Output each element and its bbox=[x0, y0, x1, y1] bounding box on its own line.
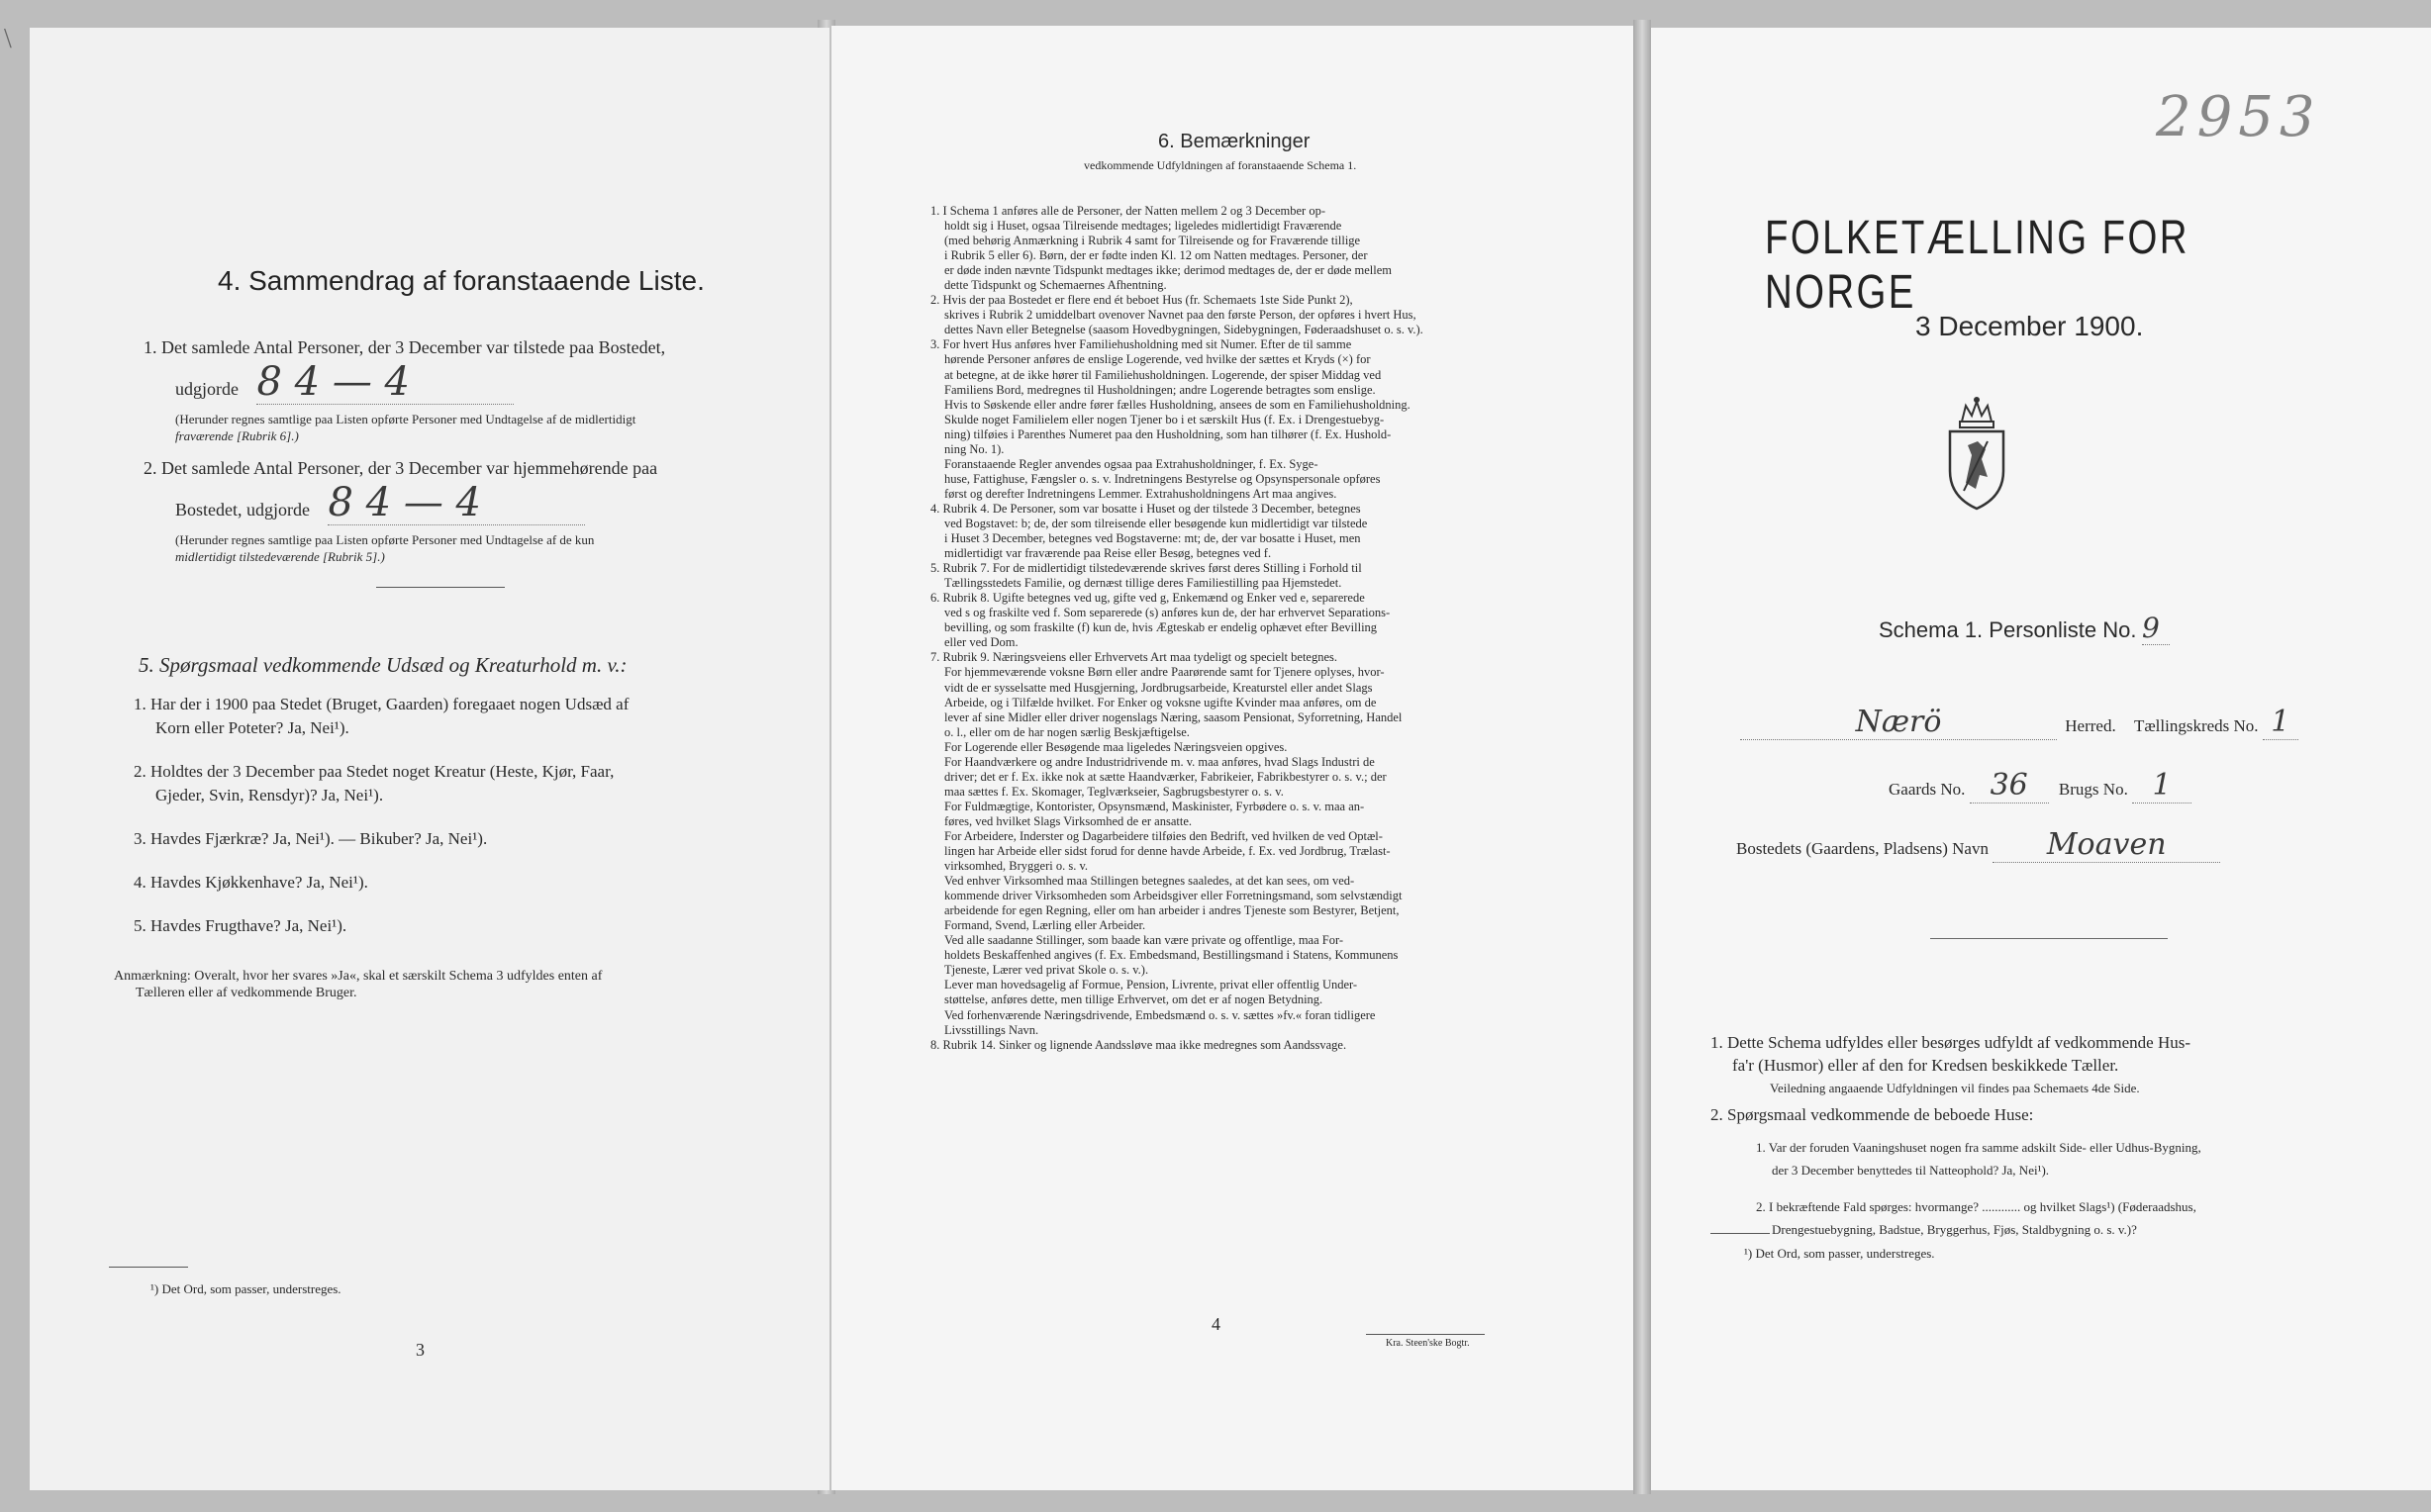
bosted-label: Bostedets (Gaardens, Pladsens) Navn bbox=[1736, 839, 1989, 858]
question-2-line1: 2. Holdtes der 3 December paa Stedet noget Kreatur (Heste, Kjør, Faar, bbox=[134, 762, 615, 781]
bosted-line bbox=[1736, 827, 2220, 863]
remarks-line: Tællingsstedets Familie, og dernæst tillige deres Familiestilling paa Hjemstedet. bbox=[944, 576, 1342, 591]
remarks-line: Ved forhenværende Næringsdrivende, Embedsmænd o. s. v. sættes »fv.« foran tidligere bbox=[944, 1007, 1376, 1022]
summary-item-1-line1: 1. Det samlede Antal Personer, der 3 December var tilstede paa Bostedet, bbox=[144, 337, 666, 357]
remarks-line: lever af sine Midler eller driver nogenslags Næring, saasom Pensionat, Syforretning, Handel bbox=[944, 709, 1403, 724]
remarks-line: 4. Rubrik 4. De Personer, som var bosatte i Huset og der tilstede 3 December, betegnes bbox=[930, 501, 1361, 516]
instruction-2: 2. Spørgsmaal vedkommende de beboede Huse: bbox=[1710, 1105, 2034, 1124]
summary-item-1-note2: fraværende [Rubrik 6].) bbox=[175, 428, 299, 443]
remarks-line: Lever man hovedsagelig af Formue, Pension, Livrente, privat eller offentlig Under- bbox=[944, 978, 1358, 992]
summary-item-2-note2: midlertidigt tilstedeværende [Rubrik 5].) bbox=[175, 549, 385, 564]
remarks-line: i Rubrik 5 eller 6). Børn, der er fødte inden Kl. 12 om Natten medtages. Personer, der bbox=[944, 248, 1368, 263]
remarks-line: arbeidende for egen Regning, eller om han arbeider i andres Tjeneste som Bestyrer, Betjent, bbox=[944, 903, 1400, 918]
question-3: 3. Havdes Fjærkræ? Ja, Nei¹). — Bikuber? Ja, Nei¹). bbox=[134, 829, 488, 848]
remarks-line: er døde inden nævnte Tidspunkt medtages ikke; derimod medtages de, der er døde mellem bbox=[944, 263, 1392, 278]
annotation-note bbox=[114, 968, 797, 1001]
corner-mark: \ bbox=[4, 24, 12, 54]
instruction-1-line1: 1. Dette Schema udfyldes eller besørges udfyldt af vedkommende Hus- bbox=[1710, 1033, 2190, 1052]
remarks-line: 1. I Schema 1 anføres alle de Personer, der Natten mellem 2 og 3 December op- bbox=[930, 204, 1326, 218]
remarks-heading: 6. Bemærkninger bbox=[1158, 131, 1311, 152]
instruction-2-q2-line1: 2. I bekræftende Fald spørges: hvormange? ............ og hvilket Slags¹) (Føderaadshus, bbox=[1756, 1199, 2196, 1214]
remarks-line: holdt sig i Huset, ogsaa Tilreisende medtages; ligeledes midlertidigt Fraværende bbox=[944, 219, 1342, 234]
schema-label: Schema 1. Personliste No. bbox=[1879, 617, 2137, 642]
remarks-line: føres, ved hvilket Slags Virksomhed de er ansatte. bbox=[944, 813, 1192, 828]
page-3 bbox=[30, 28, 829, 1490]
remarks-line: støttelse, anføres dette, men tillige Erhvervet, om det er af nogen Betydning. bbox=[944, 992, 1323, 1007]
remarks-line: maa sættes f. Ex. Skomager, Teglværkseier, Sagbrugsbestyrer o. s. v. bbox=[944, 784, 1284, 799]
instruction-1-note: Veiledning angaaende Udfyldningen vil findes paa Schemaets 4de Side. bbox=[1770, 1081, 2140, 1095]
page-number: 3 bbox=[416, 1340, 425, 1360]
remarks-line: skrives i Rubrik 2 umiddelbart ovenover Navnet paa den første Person, der opføres i hvert Hus, bbox=[944, 308, 1416, 323]
remarks-line: dette Tidspunkt og Schemaernes Afhentning. bbox=[944, 278, 1167, 293]
question-4: 4. Havdes Kjøkkenhave? Ja, Nei¹). bbox=[134, 873, 368, 892]
page-number: 4 bbox=[1212, 1314, 1220, 1334]
remarks-line: først og derefter Indretningens Lemmer. Extrahusholdningens Art maa angives. bbox=[944, 486, 1337, 501]
remarks-line: For Fuldmægtige, Kontorister, Opsynsmænd, Maskinister, Fyrbødere o. s. v. maa an- bbox=[944, 799, 1365, 813]
remarks-line: (med behørig Anmærkning i Rubrik 4 samt for Tilreisende og for Fraværende tillige bbox=[944, 234, 1361, 248]
remarks-line: For Arbeidere, Inderster og Dagarbeidere tilføies den Bedrift, ved hvilken de ved Optæl- bbox=[944, 828, 1383, 843]
remarks-line: kommende driver Virksomheden som Arbeidsgiver eller Forretningsmand, som selvstændigt bbox=[944, 889, 1403, 903]
remarks-line: 5. Rubrik 7. For de midlertidigt tilstedeværende skrives først deres Stilling i Forhold til bbox=[930, 561, 1362, 576]
krets-label: Tællingskreds No. bbox=[2133, 716, 2259, 735]
remarks-line: o. l., eller om de har nogen særlig Beskjæftigelse. bbox=[944, 724, 1190, 739]
bosted-value: Moaven bbox=[1993, 827, 2220, 863]
remarks-line: ved s og fraskilte ved f. Som separerede (s) anføres kun de, der har erhvervet Separations- bbox=[944, 606, 1391, 620]
remarks-line: Skulde noget Familielem eller nogen Tjener bo i et særskilt Hus (f. Ex. i Drengestuebyg- bbox=[944, 412, 1385, 426]
instruction-2-q2-line2: Drengestuebygning, Badstue, Bryggerhus, Fjøs, Staldbygning o. s. v.)? bbox=[1772, 1222, 2137, 1237]
remarks-line: ved Bogstavet: b; de, der som tilreisende eller besøgende kun midlertidigt var tilstede bbox=[944, 516, 1368, 530]
remarks-line: For Logerende eller Besøgende maa ligeledes Næringsveien opgives. bbox=[944, 739, 1288, 754]
summary-item-1-line2: udgjorde bbox=[175, 379, 239, 399]
census-title: FOLKETÆLLING FOR NORGE bbox=[1765, 212, 2189, 319]
instruction-2-q1-line1: 1. Var der foruden Vaaningshuset nogen fra samme adskilt Side- eller Udhus-Bygning, bbox=[1756, 1140, 2201, 1155]
schema-number: 9 bbox=[2142, 612, 2170, 645]
instruction-1-line2: fa'r (Husmor) eller af den for Kredsen beskikkede Tæller. bbox=[1732, 1056, 2119, 1075]
remarks-line: 3. For hvert Hus anføres hver Familiehusholdning med sit Numer. Efter de til samme bbox=[930, 337, 1352, 352]
remarks-line: lingen har Arbeide eller sidst forud for denne havde Arbeide, f. Ex. ved Jordbrug, Trælast- bbox=[944, 844, 1391, 859]
remarks-line: hørende Personer anføres de enslige Logerende, ved hvilke der sættes et Kryds (×) for bbox=[944, 352, 1371, 367]
page-fold-right bbox=[1633, 20, 1651, 1494]
remarks-line: Ved enhver Virksomhed maa Stillingen betegnes saaledes, at det kan sees, om ved- bbox=[944, 874, 1355, 889]
remarks-line: eller ved Dom. bbox=[944, 635, 1019, 650]
remarks-line: For Haandværkere og andre Industridrivende m. v. maa anføres, hvad Slags Industri de bbox=[944, 754, 1375, 769]
printer-rule bbox=[1366, 1334, 1485, 1335]
remarks-line: ning No. 1). bbox=[944, 441, 1005, 456]
coat-of-arms-icon bbox=[1942, 394, 2011, 513]
summary-item-2-line2: Bostedet, udgjorde bbox=[175, 500, 310, 520]
census-date: 3 December 1900. bbox=[1915, 311, 2144, 341]
instruction-2-q1-line2: der 3 December benyttedes til Natteophold? Ja, Nei¹). bbox=[1772, 1163, 2050, 1178]
remarks-line: midlertidigt var fraværende paa Reise eller Besøg, betegnes ved f. bbox=[944, 546, 1272, 561]
question-5: 5. Havdes Frugthave? Ja, Nei¹). bbox=[134, 916, 347, 935]
question-1-line1: 1. Har der i 1900 paa Stedet (Bruget, Gaarden) foregaaet nogen Udsæd af bbox=[134, 695, 630, 713]
herred-value: Nærö bbox=[1740, 705, 2057, 740]
remarks-text bbox=[930, 204, 1604, 1053]
gaard-line bbox=[1889, 768, 2191, 803]
question-2-line2: Gjeder, Svin, Rensdyr)? Ja, Nei¹). bbox=[155, 786, 384, 804]
remarks-line: virksomhed, Bryggeri o. s. v. bbox=[944, 859, 1089, 874]
remarks-line: Arbeide, og i Tilfælde hvilket. For Enker og voksne ugifte Kvinder maa anføres, om de bbox=[944, 695, 1377, 709]
footnote: ¹) Det Ord, som passer, understreges. bbox=[150, 1281, 341, 1296]
remarks-line: Hvis to Søskende eller andre fører fælles Husholdning, ansees de som en Familiehusholdning. bbox=[944, 397, 1410, 412]
footnote-rule bbox=[1710, 1233, 1770, 1234]
summary-item-1-value: 8 4 — 4 bbox=[256, 360, 514, 405]
annotation-line1: Anmærkning: Overalt, hvor her svares »Ja«, skal et særskilt Schema 3 udfyldes enten af bbox=[114, 969, 603, 984]
remarks-line: vidt de er sysselsatte med Husgjerning, Jordbrugsarbeide, Kreaturstel eller andet Slags bbox=[944, 680, 1373, 695]
remarks-line: Livsstillings Navn. bbox=[944, 1022, 1039, 1037]
questions-heading: 5. Spørgsmaal vedkommende Udsæd og Kreaturhold m. v.: bbox=[139, 653, 628, 677]
divider bbox=[376, 587, 505, 588]
gaards-label: Gaards No. bbox=[1889, 780, 1966, 799]
remarks-subheading: vedkommende Udfyldningen af foranstaaende Schema 1. bbox=[1084, 158, 1357, 172]
herred-label: Herred. bbox=[2065, 716, 2116, 735]
question-1-line2: Korn eller Poteter? Ja, Nei¹). bbox=[155, 718, 349, 737]
remarks-line: holdets Beskaffenhed angives (f. Ex. Embedsmand, Bestillingsmand i Statens, Kommunens bbox=[944, 948, 1399, 963]
remarks-line: For hjemmeværende voksne Børn eller andre Paarørende samt for Tjenere oplyses, hvor- bbox=[944, 665, 1385, 680]
summary-item-2-note1: (Herunder regnes samtlige paa Listen opførte Personer med Undtagelse af de kun bbox=[175, 532, 595, 547]
remarks-line: Ved alle saadanne Stillinger, som baade kan være private og offentlige, maa For- bbox=[944, 933, 1344, 948]
remarks-line: Formand, Svend, Lærling eller Arbeider. bbox=[944, 918, 1146, 933]
archive-number: 2953 bbox=[2156, 85, 2321, 149]
summary-item-2-value: 8 4 — 4 bbox=[328, 481, 585, 525]
remarks-line: dettes Navn eller Betegnelse (saasom Hovedbygningen, Sidebygningen, Føderaadshuset o. s. v.). bbox=[944, 323, 1423, 337]
remarks-line: ning) tilføies i Parenthes Numeret paa den Husholdning, som han tilhører (f. Ex. Hushold- bbox=[944, 426, 1392, 441]
questions-list bbox=[134, 693, 807, 938]
remarks-line: 7. Rubrik 9. Næringsveiens eller Erhvervets Art maa tydeligt og specielt betegnes. bbox=[930, 650, 1338, 665]
remarks-line: Tjeneste, Lærer ved privat Skole o. s. v.). bbox=[944, 963, 1149, 978]
remarks-line: 6. Rubrik 8. Ugifte betegnes ved ug, gifte ved g, Enkemænd og Enker ved e, separerede bbox=[930, 591, 1365, 606]
remarks-line: driver; det er f. Ex. ikke nok at sætte Haandværker, Fabrikeier, Fabrikbestyrer o. s. v.; der bbox=[944, 769, 1387, 784]
brugs-label: Brugs No. bbox=[2058, 780, 2128, 799]
summary-item-1 bbox=[144, 334, 797, 444]
footnote-rule bbox=[109, 1267, 188, 1268]
summary-heading: 4. Sammendrag af foranstaaende Liste. bbox=[218, 265, 705, 296]
remarks-line: Familiens Bord, medregnes til Husholdningen; andre Logerende betragtes som enslige. bbox=[944, 382, 1376, 397]
instructions bbox=[1710, 1031, 2403, 1241]
page-1 bbox=[1651, 28, 2431, 1490]
summary-item-2-line1: 2. Det samlede Antal Personer, der 3 December var hjemmehørende paa bbox=[144, 458, 658, 478]
page-4 bbox=[831, 26, 1633, 1490]
footnote: ¹) Det Ord, som passer, understreges. bbox=[1744, 1246, 1935, 1261]
remarks-line: bevilling, og som fraskilte (f) kun de, hvis Ægteskab er endelig ophævet efter Bevilling bbox=[944, 620, 1378, 635]
remarks-line: at betegne, at de ikke hører til Familiehusholdningen. Logerende, der spiser Middag ved bbox=[944, 367, 1382, 382]
summary-item-1-note1: (Herunder regnes samtlige paa Listen opførte Personer med Undtagelse af de midlertidigt bbox=[175, 412, 636, 426]
remarks-line: i Huset 3 December, betegnes ved Bogstaverne: mt; de, der var bosatte i Huset, men bbox=[944, 531, 1361, 546]
ornament-rule bbox=[1930, 938, 2168, 939]
annotation-line2: Tælleren eller af vedkommende Bruger. bbox=[136, 986, 357, 1000]
remarks-line: Foranstaaende Regler anvendes ogsaa paa Extrahusholdninger, f. Ex. Syge- bbox=[944, 456, 1318, 471]
brugs-value: 1 bbox=[2132, 768, 2191, 803]
krets-value: 1 bbox=[2263, 705, 2298, 740]
printer-imprint: Kra. Steen'ske Bogtr. bbox=[1386, 1338, 1470, 1349]
gaards-value: 36 bbox=[1970, 768, 2049, 803]
summary-item-2 bbox=[144, 455, 797, 565]
remarks-line: 8. Rubrik 14. Sinker og lignende Aandssløve maa ikke medregnes som Aandssvage. bbox=[930, 1037, 1347, 1052]
schema-line bbox=[1879, 612, 2170, 645]
remarks-line: huse, Fattighuse, Fængsler o. s. v. Indretningens Bestyrelse og Opsynspersonale opføres bbox=[944, 471, 1381, 486]
remarks-line: 2. Hvis der paa Bostedet er flere end ét beboet Hus (fr. Schemaets 1ste Side Punkt 2), bbox=[930, 293, 1353, 308]
herred-line bbox=[1740, 705, 2413, 740]
